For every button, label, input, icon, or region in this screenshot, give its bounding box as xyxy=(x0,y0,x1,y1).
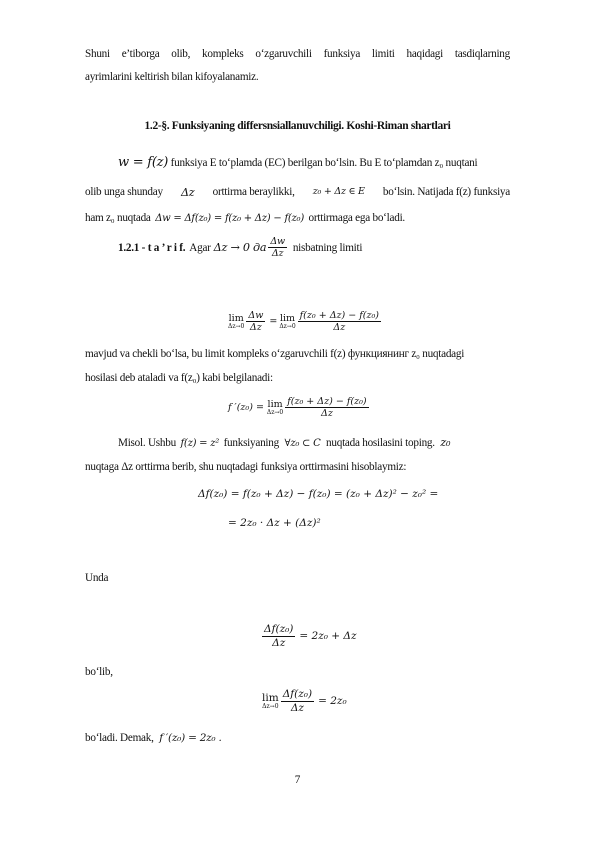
paragraph-line: bo‘lib, xyxy=(85,666,113,678)
definition-line xyxy=(118,236,362,260)
paragraph-line xyxy=(85,212,510,224)
paragraph-text: orttirma beraylikki, xyxy=(212,186,295,198)
paragraph-line: nuqtaga Δz orttirma berib, shu nuqtadagi funksiya orttirmasini hisoblaymiz: xyxy=(85,461,407,473)
fraction xyxy=(268,236,287,260)
formula-condition: Δz → 0 да xyxy=(213,241,267,255)
ratio-rhs: = 2z₀ + Δz xyxy=(299,630,357,643)
fraction-numerator: Δf(z₀) xyxy=(282,688,313,700)
formula-limit-definition xyxy=(228,310,383,334)
paragraph-line: Shuni e’tiborga olib, kompleks o‘zgaruvchili funksiya limiti haqidagi tasdiqlarning xyxy=(85,48,510,60)
formula-conclusion: f ′(z₀) = 2z₀ . xyxy=(159,732,222,744)
formula-ratio xyxy=(260,623,357,649)
limit-operator xyxy=(262,692,279,710)
paragraph-text: funksiyaning xyxy=(223,437,279,449)
fraction-denominator: Δz xyxy=(271,248,284,260)
paragraph-text: ham z₀ nuqtada xyxy=(85,212,151,224)
lim-subscript: Δz→0 xyxy=(266,409,284,417)
fraction-denominator: Δz xyxy=(272,636,286,649)
fraction-numerator: f(z₀ + Δz) − f(z₀) xyxy=(299,310,380,321)
fraction-numerator: Δf(z₀) xyxy=(264,623,294,635)
formula-w: w = f(z) xyxy=(118,155,169,170)
lim-text: lim xyxy=(262,692,279,705)
page-number: 7 xyxy=(294,774,301,786)
lim-text: lim xyxy=(228,313,244,325)
fraction xyxy=(298,310,381,334)
paragraph-line xyxy=(118,155,510,170)
limit-operator xyxy=(228,313,244,330)
lim-subscript: Δz→0 xyxy=(228,323,245,331)
formula-increment-line2: = 2z₀ · Δz + (Δz)² xyxy=(228,517,321,529)
paragraph-text: nuqtada hosilasini toping. xyxy=(326,437,435,449)
paragraph-line: mavjud va chekli bo‘lsa, bu limit kompleks o‘zgaruvchili f(z) функциянинг z₀ nuqtadagi xyxy=(85,348,465,360)
paragraph-line: ayrimlarini keltirish bilan kifoyalanamiz. xyxy=(85,71,259,83)
fraction xyxy=(285,396,368,420)
formula-derivative-definition xyxy=(228,396,371,420)
fraction-numerator: Δw xyxy=(248,310,264,321)
formula-membership: z₀ + Δz ∈ E xyxy=(312,186,365,197)
limit-operator xyxy=(279,313,295,330)
fraction xyxy=(262,623,295,649)
lim-subscript: Δz→0 xyxy=(262,703,279,711)
formula-function: f(z) = z² xyxy=(180,438,220,449)
paragraph-line: Unda xyxy=(85,572,109,584)
definition-label: 1.2.1 - t a ’ r i f. xyxy=(118,241,186,254)
derivative-lhs: f ′(z₀) = xyxy=(228,402,264,414)
fraction-denominator: Δz xyxy=(320,408,333,420)
paragraph-text: Agar xyxy=(189,241,211,254)
formula-increment-line1: Δf(z₀) = f(z₀ + Δz) − f(z₀) = (z₀ + Δz)² − z₀² = xyxy=(198,488,439,500)
fraction-denominator: Δz xyxy=(333,322,346,334)
example-line xyxy=(118,436,450,449)
conclusion-line xyxy=(85,732,222,744)
paragraph-text: orttirmaga ega bo‘ladi. xyxy=(308,212,405,224)
limit-operator xyxy=(267,399,283,416)
formula-quantifier: ∀z₀ ⊂ C xyxy=(284,438,321,449)
equals-sign: = xyxy=(269,316,278,328)
lim-text: lim xyxy=(267,399,283,411)
paragraph-text: bo‘ladi. Demak, xyxy=(85,732,154,744)
formula-z0: z₀ xyxy=(440,436,451,449)
formula-increment-def: Δw = Δf(z₀) = f(z₀ + Δz) − f(z₀) xyxy=(155,213,304,224)
formula-dz: Δz xyxy=(180,186,195,199)
formula-limit-result xyxy=(262,688,347,714)
lim-subscript: Δz→0 xyxy=(279,323,296,331)
fraction-numerator: Δw xyxy=(270,236,285,247)
fraction-numerator: f(z₀ + Δz) − f(z₀) xyxy=(287,396,367,407)
paragraph-line: hosilasi deb ataladi va f(z₀) kabi belgilanadi: xyxy=(85,372,273,384)
paragraph-line xyxy=(85,186,510,199)
lim-text: lim xyxy=(279,313,296,325)
section-heading: 1.2-§. Funksiyaning differsnsiallanuvchiligi. Koshi-Riman shartlari xyxy=(144,120,451,132)
paragraph-text: olib unga shunday xyxy=(85,186,163,198)
fraction xyxy=(246,310,265,334)
example-label: Misol. Ushbu xyxy=(118,437,176,449)
fraction-denominator: Δz xyxy=(290,701,304,714)
fraction xyxy=(281,688,314,714)
paragraph-text: bo‘lsin. Natijada f(z) funksiya xyxy=(382,186,510,198)
paragraph-text: funksiya E to‘plamda (EC) berilgan bo‘lsin. Bu E to‘plamdan z₀ nuqtani xyxy=(170,157,478,169)
fraction-denominator: Δz xyxy=(249,322,262,334)
paragraph-text: nisbatning limiti xyxy=(292,241,363,254)
limit-rhs: = 2z₀ xyxy=(318,695,347,708)
